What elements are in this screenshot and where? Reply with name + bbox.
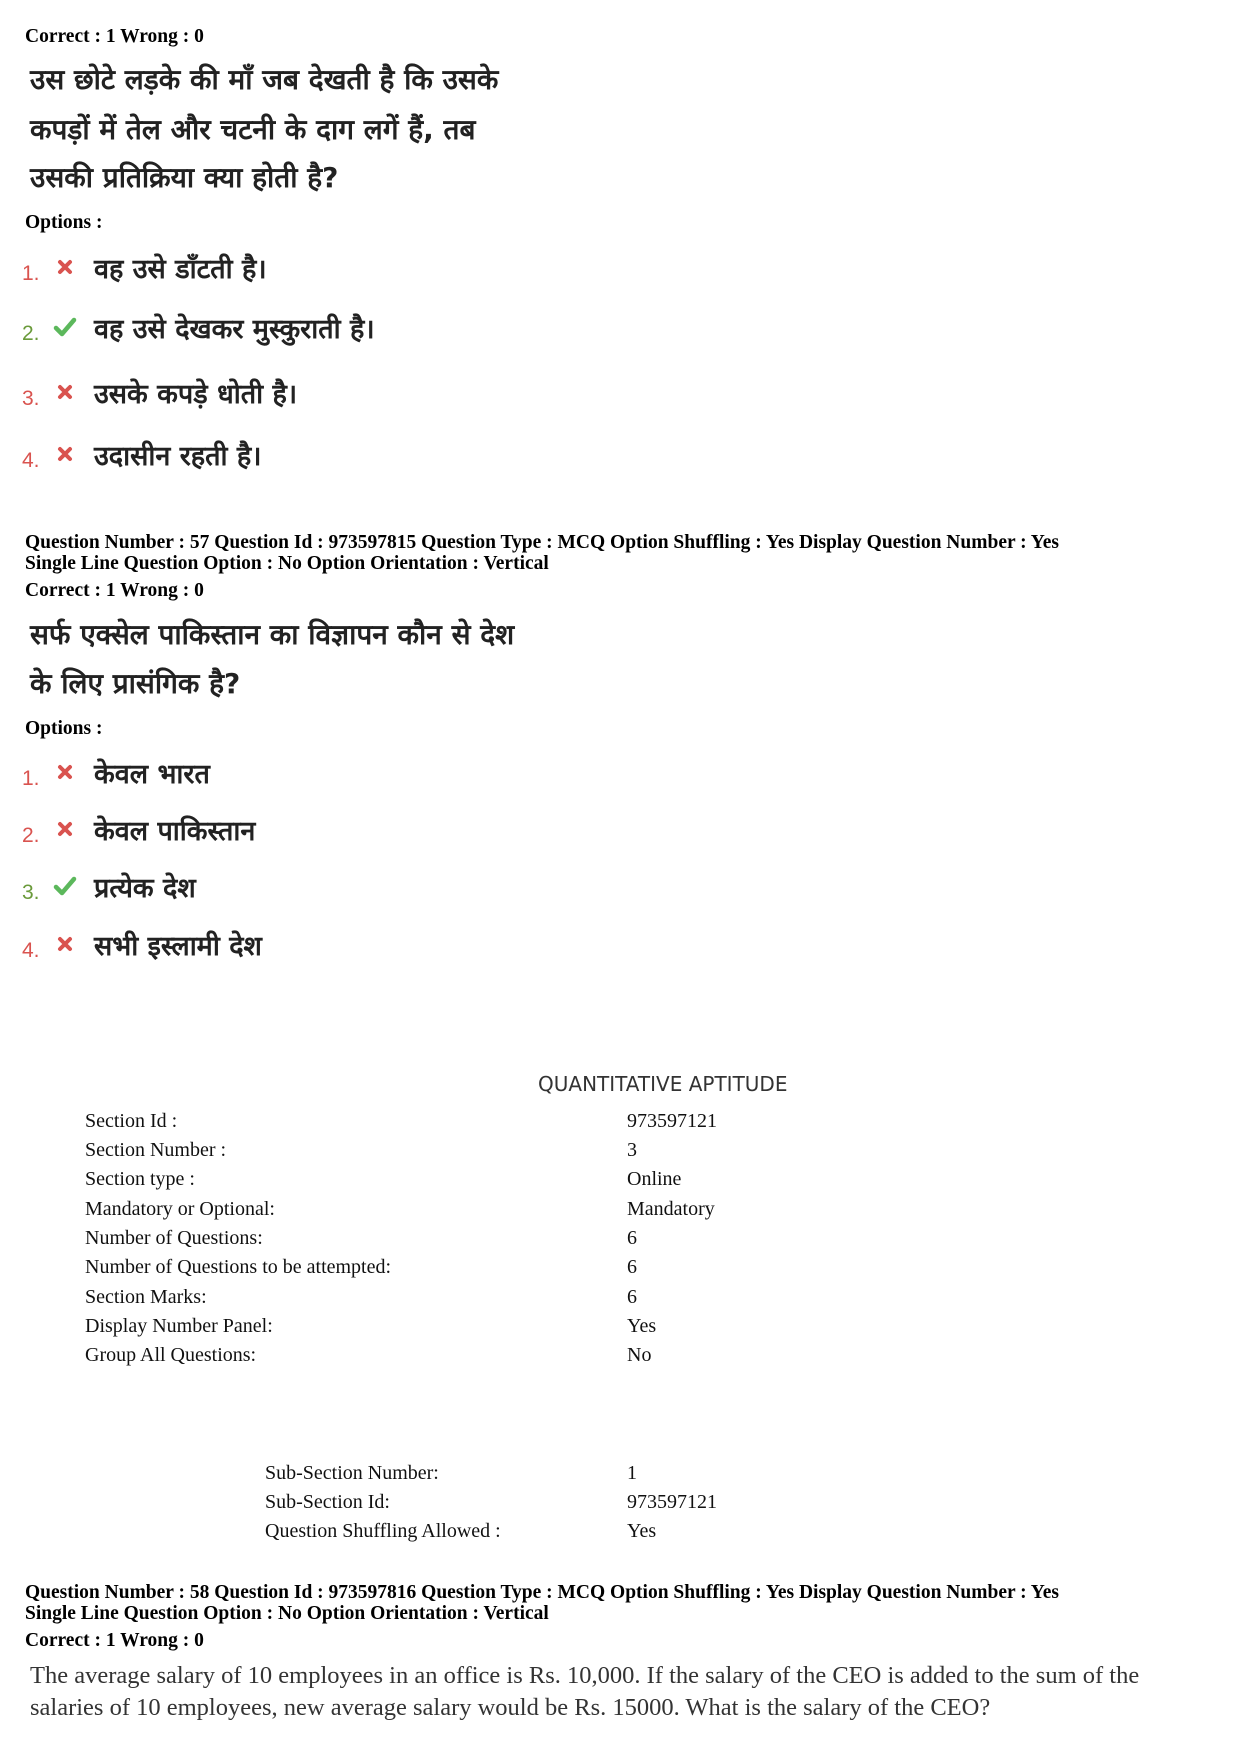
q57-result: Correct : 1 Wrong : 0 <box>25 580 204 601</box>
q56-options-label: Options : <box>25 212 103 233</box>
option-text: सभी इस्लामी देश <box>94 930 262 962</box>
q56-result: Correct : 1 Wrong : 0 <box>25 26 204 47</box>
subsection-number-value: 1 <box>627 1462 637 1484</box>
option-number: 1. <box>22 262 40 285</box>
q57-meta-line-2: Single Line Question Option : No Option Orientation : Vertical <box>25 553 549 574</box>
q57-question-line-2: के लिए प्रासंगिक है? <box>30 667 241 700</box>
section-number-label: Section Number : <box>85 1139 227 1161</box>
subsection-number-label: Sub-Section Number: <box>265 1462 439 1484</box>
option-text: केवल पाकिस्तान <box>94 815 256 847</box>
section-number-value: 3 <box>627 1139 637 1161</box>
option-number: 3. <box>22 387 40 410</box>
option-number: 2. <box>22 824 40 847</box>
option-text: वह उसे देखकर मुस्कुराती है। <box>94 313 375 345</box>
q57-option-3 <box>22 866 196 906</box>
q56-question-line-3: उसकी प्रतिक्रिया क्या होती है? <box>30 161 339 194</box>
option-text: उदासीन रहती है। <box>94 440 262 472</box>
num-attempt-value: 6 <box>627 1256 637 1278</box>
cross-icon <box>52 931 78 957</box>
subsection-id-value: 973597121 <box>627 1491 717 1513</box>
section-type-value: Online <box>627 1168 682 1190</box>
q58-result: Correct : 1 Wrong : 0 <box>25 1630 204 1651</box>
q56-option-2 <box>22 307 375 347</box>
subsection-id-label: Sub-Section Id: <box>265 1491 390 1513</box>
check-icon <box>52 873 78 899</box>
q57-option-4 <box>22 924 262 964</box>
option-number: 1. <box>22 767 40 790</box>
section-marks-label: Section Marks: <box>85 1286 207 1308</box>
check-icon <box>52 314 78 340</box>
num-attempt-label: Number of Questions to be attempted: <box>85 1256 392 1278</box>
q58-question-line-1: The average salary of 10 employees in an office is Rs. 10,000. If the salary of the CEO is added to the sum of the <box>30 1662 1140 1689</box>
section-id-value: 973597121 <box>627 1110 717 1132</box>
shuffling-allowed-label: Question Shuffling Allowed : <box>265 1520 501 1542</box>
q57-options-label: Options : <box>25 718 103 739</box>
q57-option-2 <box>22 809 255 849</box>
section-id-label: Section Id : <box>85 1110 178 1132</box>
q58-question-line-2: salaries of 10 employees, new average salary would be Rs. 15000. What is the salary of the CEO? <box>30 1694 991 1721</box>
section-type-label: Section type : <box>85 1168 195 1190</box>
section-title: QUANTITATIVE APTITUDE <box>538 1072 788 1096</box>
group-questions-label: Group All Questions: <box>85 1344 257 1366</box>
cross-icon <box>52 254 78 280</box>
q56-option-1 <box>22 247 267 287</box>
option-number: 3. <box>22 881 40 904</box>
option-text: प्रत्येक देश <box>94 872 196 904</box>
q58-meta-line-1: Question Number : 58 Question Id : 973597816 Question Type : MCQ Option Shuffling : Yes Display Question Number : Yes <box>25 1582 1059 1603</box>
group-questions-value: No <box>627 1344 652 1366</box>
cross-icon <box>52 379 78 405</box>
mandatory-value: Mandatory <box>627 1198 715 1220</box>
option-number: 4. <box>22 939 40 962</box>
q56-option-3 <box>22 372 297 412</box>
q56-option-4 <box>22 434 262 474</box>
shuffling-allowed-value: Yes <box>627 1520 657 1542</box>
number-panel-value: Yes <box>627 1315 657 1337</box>
option-text: केवल भारत <box>94 758 210 790</box>
cross-icon <box>52 816 78 842</box>
cross-icon <box>52 759 78 785</box>
q57-option-1 <box>22 752 210 792</box>
option-number: 2. <box>22 322 40 345</box>
option-text: वह उसे डाँटती है। <box>94 253 267 285</box>
section-marks-value: 6 <box>627 1286 637 1308</box>
q56-question-line-2: कपड़ों में तेल और चटनी के दाग लगें हैं, तब <box>30 113 476 146</box>
q57-question-line-1: सर्फ एक्सेल पाकिस्तान का विज्ञापन कौन से देश <box>30 618 515 651</box>
number-panel-label: Display Number Panel: <box>85 1315 273 1337</box>
option-number: 4. <box>22 449 40 472</box>
num-questions-value: 6 <box>627 1227 637 1249</box>
q56-question-line-1: उस छोटे लड़के की माँ जब देखती है कि उसके <box>30 63 499 96</box>
cross-icon <box>52 441 78 467</box>
q58-meta-line-2: Single Line Question Option : No Option Orientation : Vertical <box>25 1603 549 1624</box>
q57-meta-line-1: Question Number : 57 Question Id : 973597815 Question Type : MCQ Option Shuffling : Yes Display Question Number : Yes <box>25 532 1059 553</box>
option-text: उसके कपड़े धोती है। <box>94 378 298 410</box>
mandatory-label: Mandatory or Optional: <box>85 1198 275 1220</box>
num-questions-label: Number of Questions: <box>85 1227 263 1249</box>
